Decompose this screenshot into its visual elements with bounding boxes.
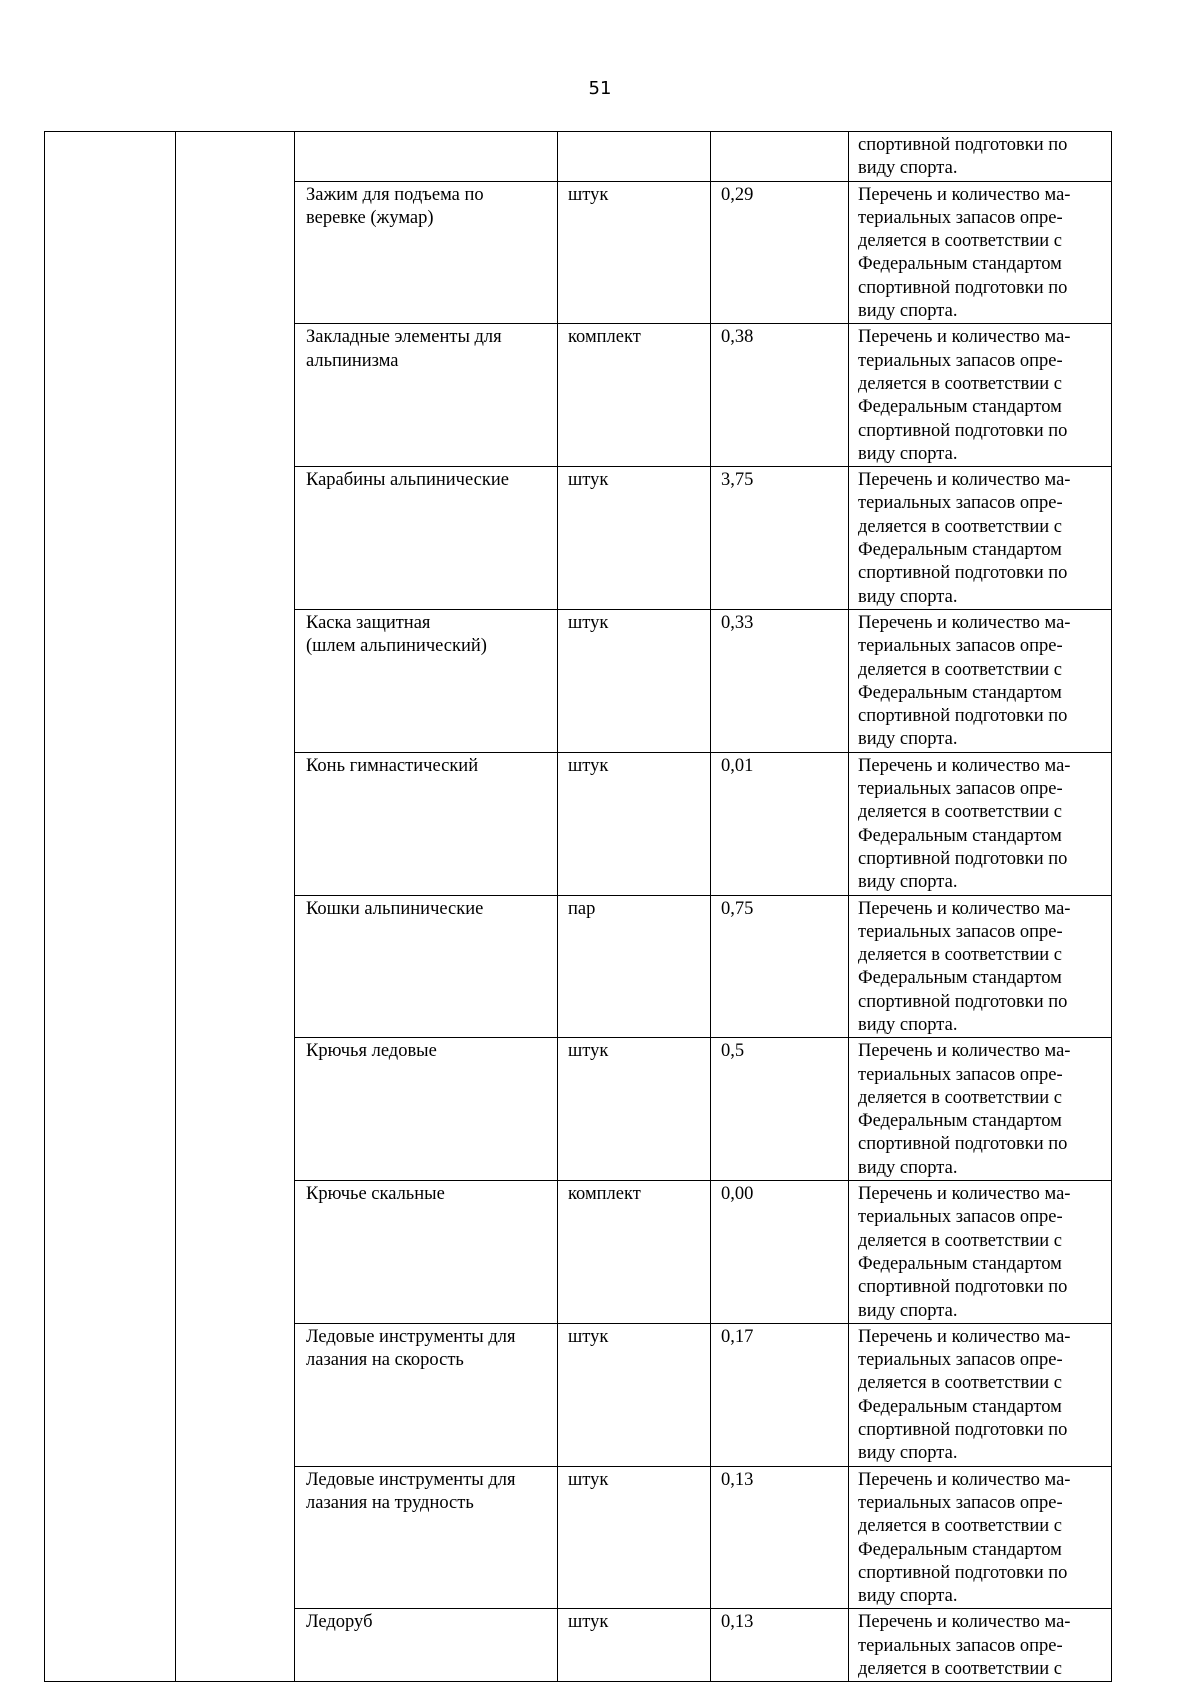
cell-qty-text: 0,29 bbox=[721, 184, 754, 205]
page-number: 51 bbox=[588, 78, 612, 99]
cell-name bbox=[295, 609, 558, 752]
cell-name-text: Крючье скальные bbox=[306, 1184, 445, 1205]
cell-name bbox=[295, 181, 558, 324]
cell-name bbox=[295, 752, 558, 895]
cell-qty-text: 0,33 bbox=[721, 612, 754, 633]
cell-note-text: Перечень и количество ма- териальных запасов опре- деляется в соответствии с bbox=[858, 1612, 1071, 1679]
cell-qty-text: 0,38 bbox=[721, 327, 754, 348]
cell-name bbox=[295, 1038, 558, 1181]
cell-qty bbox=[711, 467, 849, 610]
cell-name bbox=[295, 1609, 558, 1682]
cell-unit bbox=[558, 1609, 711, 1682]
cell-qty-text: 0,75 bbox=[721, 898, 754, 919]
cell-note-text: Перечень и количество ма- териальных запасов опре- деляется в соответствии с Федеральным стандартом спортивной подготовки по виду спорта. bbox=[858, 1326, 1071, 1464]
cell-note-text: Перечень и количество ма- териальных запасов опре- деляется в соответствии с Федеральным стандартом спортивной подготовки по виду спорта. bbox=[858, 184, 1071, 322]
cell-name-text: Кошки альпинические bbox=[306, 898, 484, 919]
cell-note bbox=[849, 132, 1112, 182]
cell-unit-text: штук bbox=[568, 470, 609, 491]
cell-note bbox=[849, 752, 1112, 895]
cell-qty bbox=[711, 1323, 849, 1466]
cell-qty-text: 0,00 bbox=[721, 1184, 754, 1205]
cell-name-text: Зажим для подъема по веревке (жумар) bbox=[306, 184, 484, 228]
cell-unit bbox=[558, 1466, 711, 1609]
cell-note bbox=[849, 181, 1112, 324]
cell-qty bbox=[711, 895, 849, 1038]
cell-unit-text: штук bbox=[568, 1469, 609, 1490]
cell-qty bbox=[711, 1466, 849, 1609]
cell-unit-text: штук bbox=[568, 1326, 609, 1347]
cell-unit-text: штук bbox=[568, 755, 609, 776]
cell-unit-text: комплект bbox=[568, 327, 641, 348]
cell-qty bbox=[711, 181, 849, 324]
cell-unit-text: пар bbox=[568, 898, 596, 919]
cell-name-text: Конь гимнастический bbox=[306, 755, 479, 776]
cell-qty-text: 0,13 bbox=[721, 1469, 754, 1490]
cell-note-text: Перечень и количество ма- териальных запасов опре- деляется в соответствии с Федеральным стандартом спортивной подготовки по виду спорта. bbox=[858, 612, 1071, 750]
cell-unit bbox=[558, 752, 711, 895]
cell-note-text: Перечень и количество ма- териальных запасов опре- деляется в соответствии с Федеральным стандартом спортивной подготовки по виду спорта. bbox=[858, 898, 1071, 1035]
cell-note bbox=[849, 1181, 1112, 1324]
cell-unit-text: комплект bbox=[568, 1184, 641, 1205]
cell-unit bbox=[558, 324, 711, 467]
cell-note bbox=[849, 1323, 1112, 1466]
column-2-empty bbox=[176, 132, 295, 1682]
table-row-continued bbox=[45, 132, 1112, 182]
cell-name-text: Ледовые инструменты для лазания на трудность bbox=[306, 1469, 516, 1513]
cell-note bbox=[849, 1466, 1112, 1609]
cell-unit bbox=[558, 1323, 711, 1466]
cell-qty-text: 3,75 bbox=[721, 470, 754, 491]
cell-qty-text: 0,5 bbox=[721, 1041, 745, 1062]
cell-note-text: Перечень и количество ма- териальных запасов опре- деляется в соответствии с Федеральным стандартом спортивной подготовки по виду спорта. bbox=[858, 755, 1071, 893]
column-1-empty bbox=[45, 132, 176, 1682]
cell-unit bbox=[558, 132, 711, 182]
cell-name bbox=[295, 1323, 558, 1466]
cell-unit bbox=[558, 181, 711, 324]
cell-qty-text: 0,17 bbox=[721, 1326, 754, 1347]
cell-qty bbox=[711, 1609, 849, 1682]
cell-note-text: Перечень и количество ма- териальных запасов опре- деляется в соответствии с Федеральным стандартом спортивной подготовки по виду спорта. bbox=[858, 470, 1071, 607]
cell-name-text: Крючья ледовые bbox=[306, 1041, 437, 1062]
cell-unit bbox=[558, 1181, 711, 1324]
cell-unit bbox=[558, 609, 711, 752]
cell-name-text: Ледовые инструменты для лазания на скорость bbox=[306, 1326, 516, 1371]
cell-qty bbox=[711, 1038, 849, 1181]
cell-name bbox=[295, 1181, 558, 1324]
cell-qty-text: 0,01 bbox=[721, 755, 754, 776]
cell-note bbox=[849, 467, 1112, 610]
cell-unit bbox=[558, 895, 711, 1038]
cell-unit-text: штук bbox=[568, 1612, 609, 1633]
cell-qty bbox=[711, 752, 849, 895]
cell-qty bbox=[711, 1181, 849, 1324]
cell-note-text: Перечень и количество ма- териальных запасов опре- деляется в соответствии с Федеральным стандартом спортивной подготовки по виду спорта. bbox=[858, 1041, 1071, 1178]
cell-name-text: Карабины альпинические bbox=[306, 470, 509, 491]
cell-unit bbox=[558, 467, 711, 610]
cell-qty-text: 0,13 bbox=[721, 1612, 754, 1633]
cell-name bbox=[295, 895, 558, 1038]
cell-qty bbox=[711, 132, 849, 182]
cell-note bbox=[849, 1609, 1112, 1682]
table-body bbox=[45, 132, 1112, 1682]
cell-name bbox=[295, 467, 558, 610]
cell-note-text: Перечень и количество ма- териальных запасов опре- деляется в соответствии с Федеральным стандартом спортивной подготовки по виду спорта. bbox=[858, 327, 1071, 464]
cell-name bbox=[295, 1466, 558, 1609]
cell-note-text: Перечень и количество ма- териальных запасов опре- деляется в соответствии с Федеральным стандартом спортивной подготовки по виду спорта. bbox=[858, 1184, 1071, 1321]
cell-name-text: Закладные элементы для альпинизма bbox=[306, 327, 502, 371]
cell-unit-text: штук bbox=[568, 612, 609, 633]
continued-note-text: спортивной подготовки по виду спорта. bbox=[858, 135, 1068, 179]
cell-unit bbox=[558, 1038, 711, 1181]
cell-note bbox=[849, 1038, 1112, 1181]
cell-unit-text: штук bbox=[568, 1041, 609, 1062]
cell-name-text: Каска защитная (шлем альпинический) bbox=[306, 612, 487, 657]
cell-qty bbox=[711, 609, 849, 752]
cell-note bbox=[849, 324, 1112, 467]
cell-unit-text: штук bbox=[568, 184, 609, 205]
cell-name bbox=[295, 324, 558, 467]
cell-name bbox=[295, 132, 558, 182]
cell-note bbox=[849, 895, 1112, 1038]
cell-name-text: Ледоруб bbox=[306, 1612, 373, 1633]
equipment-table bbox=[44, 131, 1112, 1682]
cell-note bbox=[849, 609, 1112, 752]
cell-note-text: Перечень и количество ма- териальных запасов опре- деляется в соответствии с Федеральным стандартом спортивной подготовки по виду спорта. bbox=[858, 1469, 1071, 1607]
cell-qty bbox=[711, 324, 849, 467]
